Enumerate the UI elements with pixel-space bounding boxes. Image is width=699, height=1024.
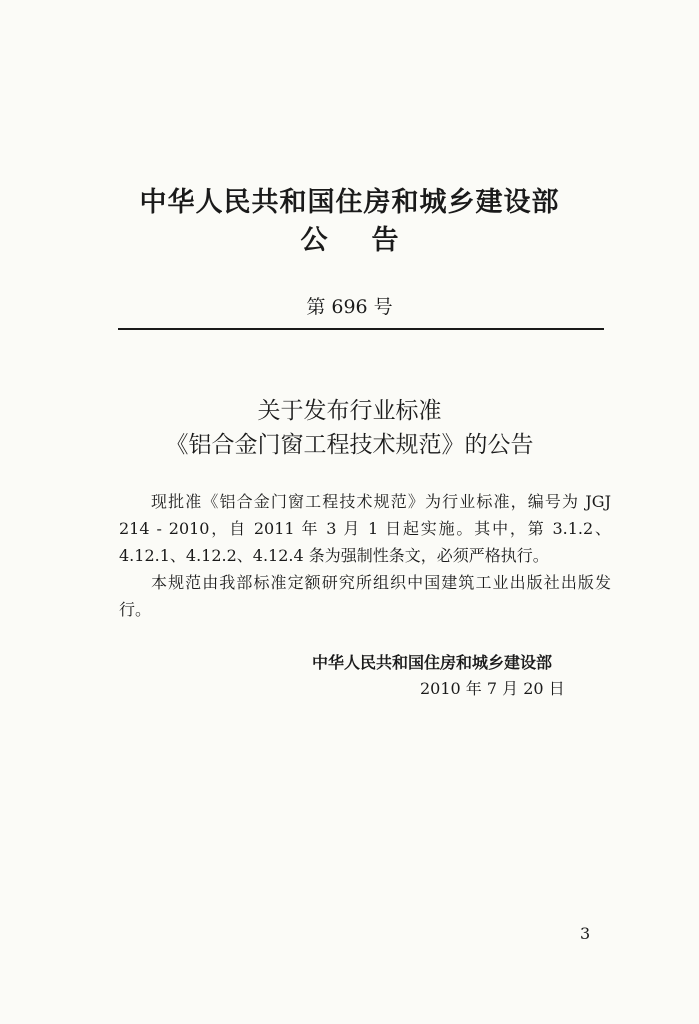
notice-number: 第 696 号 <box>306 296 393 318</box>
notice-heading: 公告 <box>300 225 443 256</box>
page-number: 3 <box>580 924 591 943</box>
body-paragraph-2: 本规范由我部标准定额研究所组织中国建筑工业出版社出版发行。 <box>119 573 611 619</box>
subject-line-1: 关于发布行业标准 <box>257 398 442 424</box>
signature-organization: 中华人民共和国住房和城乡建设部 <box>312 653 553 672</box>
ministry-title: 中华人民共和国住房和城乡建设部 <box>139 187 560 218</box>
signature-date: 2010 年 7 月 20 日 <box>420 679 565 698</box>
subject-line-2: 《铝合金门窗工程技术规范》的公告 <box>165 432 534 458</box>
header-divider <box>118 328 604 330</box>
notice-body <box>119 488 611 623</box>
body-paragraph-1: 现批准《铝合金门窗工程技术规范》为行业标准，编号为 JGJ 214 - 2010，自 2011 年 3 月 1 日起实施。其中，第 3.1.2、4.12.1、4.12.2、4.12.4 条为强制性条文，必须严格执行。 <box>119 492 611 565</box>
